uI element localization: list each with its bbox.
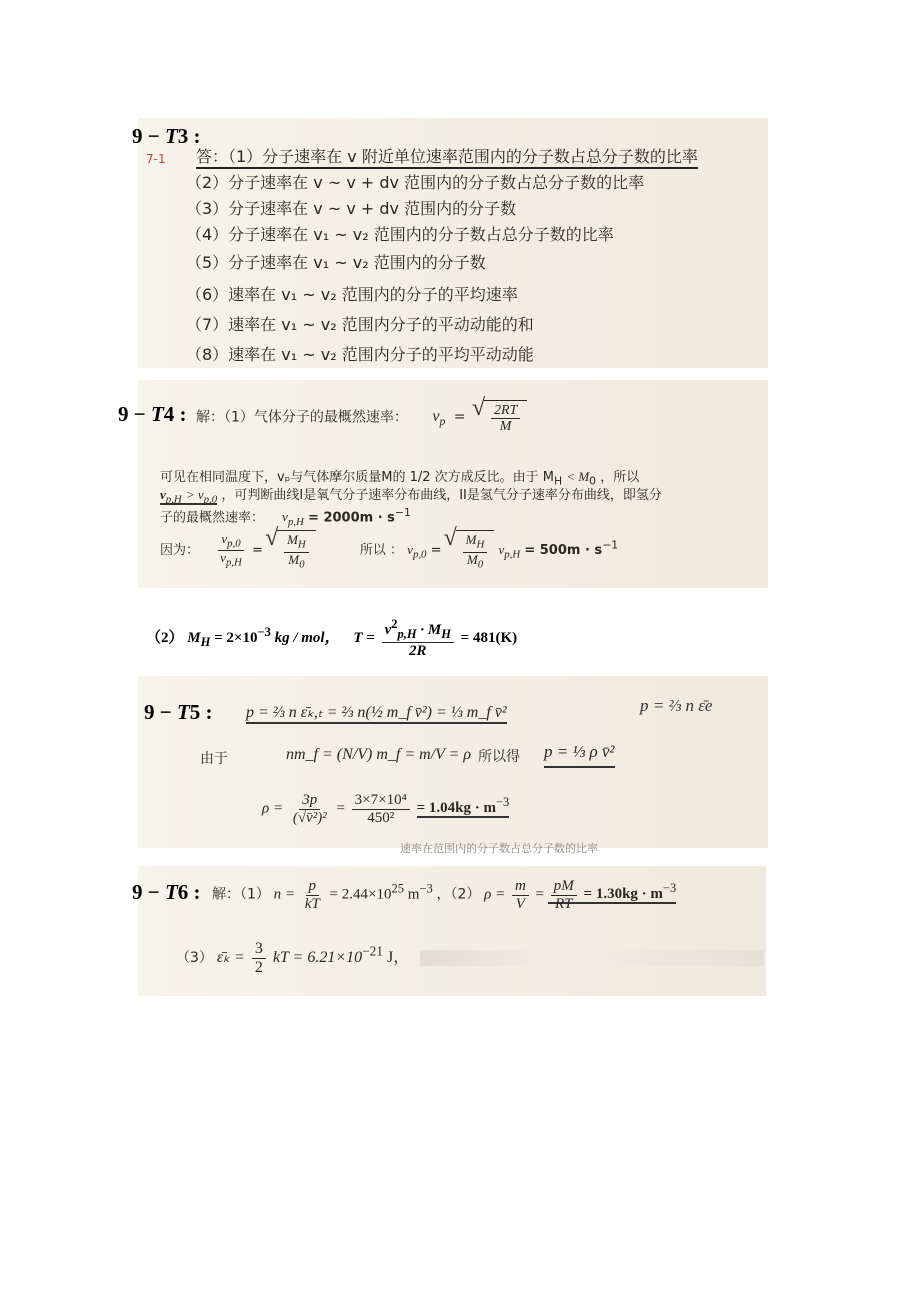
t4-line2-sub: H <box>554 474 563 488</box>
t4-label-t: T <box>150 402 164 426</box>
t6-line1: 解：（1） n = $\frac{p}{kT}$ = $2.44\times 10^{25}$ $m^{-3}$ ，（2） ρ = $\frac{m}{V}$ = $\frac{pM}{RT}$ = $1.30kg \cdot m^{-3}$ <box>212 878 677 912</box>
t3-item-2: （2）分子速率在 v ~ v + dv 范围内的分子数占总分子数的比率 <box>186 173 645 192</box>
t5-rho-num2: 3×7×10⁴ <box>352 792 410 810</box>
t4-vp: v <box>432 408 440 426</box>
t5-rho-den2: 450² <box>367 809 395 826</box>
t4-because: 因为： <box>160 543 200 558</box>
t3-item-7: （7）速率在 v₁ ~ v₂ 范围内分子的平动动能的和 <box>186 315 534 334</box>
t5-label-num: 9 − <box>144 700 177 724</box>
t3-item-6: （6）速率在 v₁ ~ v₂ 范围内的分子的平均速率 <box>186 285 518 304</box>
t4-so-exp: −1 <box>602 538 619 552</box>
t4b-den: 2R <box>408 642 427 659</box>
t6-rho-num1: m <box>512 878 529 896</box>
t6-rho-num2: pM <box>551 878 577 896</box>
t6-sol: 解：（1） <box>212 886 270 903</box>
t3-label-num: 9 − <box>132 124 165 148</box>
t6-part3: （3） <box>176 949 213 966</box>
t4-so-lhs-sub: p,0 <box>412 548 427 561</box>
t6-n-unit: m <box>407 886 420 903</box>
t6-label <box>132 880 201 905</box>
t4b-result: = 481(K) <box>460 630 518 647</box>
t5-eq1: p = ⅔ n ε̄ₖ,ₜ = ⅔ n(½ m_f v̄²) = ⅓ m_f v̄² <box>246 702 507 724</box>
t3-item-4: （4）分子速率在 v₁ ~ v₂ 范围内的分子数占总分子数的比率 <box>186 225 614 244</box>
t4b-num-sub: p,H <box>397 627 417 641</box>
t4-line5: 因为： $\frac{v_{p,0}}{v_{p,H}}$ = √ $\frac{M_H}{M_0}$ 所以 ： $v_{p,0}$ = √ $\frac{M_H}{M_0}$ $v_{p,H} = 500m \cdot s^{-1}$ <box>160 530 618 571</box>
t4-label-tail: 4 : <box>163 402 187 426</box>
t6-rho-lhs: ρ = <box>484 886 506 903</box>
t4-line4-prefix: 子的最概然速率： <box>160 510 265 526</box>
t6-n-unit-exp: −3 <box>419 881 433 896</box>
t5-get: 所以得 <box>478 749 520 765</box>
t4-line4-v: v <box>282 509 288 525</box>
t6-eps-unit: J， <box>387 948 410 966</box>
t4-line3-gt: > v <box>185 487 204 502</box>
t4-sq-num: M <box>287 532 298 547</box>
t6-eps-exp: −21 <box>362 943 384 959</box>
t4-so-val: = 500m · s <box>524 543 603 558</box>
t5-hand-note: p = ⅔ n ε̄e <box>640 696 713 715</box>
t6-label-tail: 6 : <box>177 880 201 904</box>
t5-rho-lhs: ρ = <box>262 800 284 817</box>
t4-eq: = <box>453 409 466 426</box>
t6-n-exp: 25 <box>391 881 404 896</box>
t4b-mh: M <box>187 630 201 647</box>
t4b-num-tail-sub: H <box>441 627 451 641</box>
t5-rho-num: 3p <box>299 792 320 810</box>
t4-label-num: 9 − <box>118 402 151 426</box>
t6-eps-num: 3 <box>252 940 266 959</box>
t6-rho-val: = 1.30kg · m <box>583 886 663 903</box>
t6-line2 <box>176 940 409 976</box>
t4-line4-exp: −1 <box>394 506 411 519</box>
t3-item-3: （3）分子速率在 v ~ v + dv 范围内的分子数 <box>186 199 517 218</box>
t4-line2-sub0: 0 <box>589 474 597 488</box>
t4b-num-v: v <box>384 622 392 638</box>
t4-line3-a-sub: p,H <box>165 493 182 506</box>
t6-n-num: p <box>306 878 320 896</box>
t4-frac1-den-sub: p,H <box>225 556 242 569</box>
t4-so-lhs: v <box>407 542 413 557</box>
t3-label-t: T <box>164 124 178 148</box>
t5-rho-exp: −3 <box>495 795 510 810</box>
t6-rho-den1: V <box>515 895 525 912</box>
t5-label <box>144 700 213 725</box>
t3-item-5: （5）分子速率在 v₁ ~ v₂ 范围内的分子数 <box>186 253 486 272</box>
t4-line3-b-sub: p,0 <box>203 493 218 506</box>
t4-line4 <box>160 506 411 528</box>
t4-line3-a: v <box>160 487 166 502</box>
t4b-mh-val: = 2×10 <box>214 630 258 647</box>
t4-line2-lt: < M <box>566 469 590 484</box>
t4-frac1-den: v <box>220 550 226 565</box>
t4-rt-den: M <box>499 419 512 435</box>
t4-line2-text: 可见在相同温度下，vₚ与气体摩尔质量M的 1/2 次方成反比。由于 M <box>160 470 555 485</box>
t4-so-tail: v <box>498 542 505 557</box>
t5-rho-val: = 1.04kg · m <box>416 800 496 817</box>
t4-sq-den-sub: 0 <box>299 558 305 571</box>
t6-n-den: kT <box>304 895 320 912</box>
t5-eq2: nm_f = (N/V) m_f = m/V = ρ <box>286 746 472 763</box>
t5-eq3: p = ⅓ ρ v̄² <box>544 742 615 768</box>
t4-rt-num: √ 2RT <box>491 403 520 419</box>
t6-redacted-band <box>420 950 764 966</box>
t3-item-8: （8）速率在 v₁ ~ v₂ 范围内分子的平均平动动能 <box>186 345 534 364</box>
t6-n-val: = 2.44×10 <box>329 886 392 903</box>
t4-line4-sub: p,H <box>287 515 304 528</box>
t4-sqrt <box>484 400 527 435</box>
t6-part2: ，（2） <box>436 886 481 903</box>
t4-line1 <box>196 400 527 435</box>
t4-line4-val: = 2000m · s <box>308 510 395 526</box>
t3-item-1: 答：（1）分子速率在 v 附近单位速率范围内的分子数占总分子数的比率 <box>196 144 698 169</box>
t4b-t: T = <box>353 630 375 647</box>
t5-label-tail: 5 : <box>189 700 213 724</box>
t6-n-lhs: n = <box>273 886 296 903</box>
t6-label-t: T <box>164 880 178 904</box>
t4-frac1-num-sub: p,0 <box>227 537 241 550</box>
t3-label-tail: 3 : <box>177 124 201 148</box>
t6-eps-val: kT = 6.21×10 <box>272 948 363 966</box>
t4-label <box>118 402 187 427</box>
t5-bottom-faint: 速率在范围内的分子数占总分子数的比率 <box>400 842 598 855</box>
t4-vp-sub: p <box>439 415 446 429</box>
t4b-num-tail: · M <box>420 622 442 638</box>
t4-line2-end: ，所以 <box>600 470 640 485</box>
t6-rho-exp: −3 <box>662 881 677 896</box>
t4b-mh-exp: −3 <box>257 625 271 640</box>
t4b-mh-unit: kg / mol， <box>274 630 340 647</box>
t4-so: 所以 ： <box>359 543 404 558</box>
t6-rho-den2: RT <box>555 895 573 912</box>
t4-sq-num-sub: H <box>297 538 306 551</box>
t4-frac1-num: v <box>221 530 228 546</box>
t4b-line <box>146 618 517 659</box>
t4b-prefix: （2） <box>146 630 184 647</box>
t5-label-t: T <box>176 700 190 724</box>
t5-rho-line: ρ = $\frac{3p}{\text{(√v̄²)²}}$ = $\frac{\text{3×7×10⁴}}{\text{450²}}$ = $1.04kg \cdot m^{-3}$ <box>262 792 510 826</box>
t6-eps-den: 2 <box>254 958 263 976</box>
t4-line1-prefix: 解：（1）气体分子的最概然速率： <box>196 409 408 426</box>
t4-line3 <box>160 484 662 506</box>
t6-eps: ε̄ₖ = <box>216 948 245 966</box>
t4-so-tail-sub: p,H <box>504 548 521 561</box>
t6-label-num: 9 − <box>132 880 165 904</box>
t5-since: 由于 <box>200 751 228 767</box>
t4b-num-sup: 2 <box>391 617 398 631</box>
t3-label <box>132 124 201 149</box>
t3-margin-mark: 7-1 <box>146 152 166 166</box>
t5-rho-den: (√v̄²)² <box>292 809 327 826</box>
t4-line3-rest: ，可判断曲线I是氧气分子速率分布曲线，II是氢气分子速率分布曲线，即氢分 <box>221 488 662 503</box>
t4-sq-den: M <box>288 551 300 567</box>
t4b-mh-sub: H <box>200 635 211 650</box>
